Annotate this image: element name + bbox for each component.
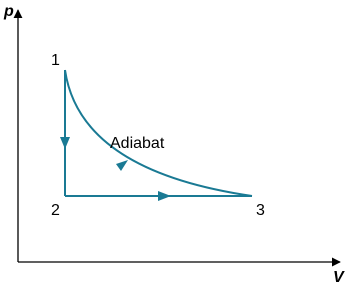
y-axis-label: p	[4, 3, 14, 20]
rightward-arrow	[158, 191, 171, 201]
adiabat-curve	[65, 70, 252, 196]
point-2-label: 2	[51, 202, 60, 219]
point-1-label: 1	[51, 52, 60, 69]
point-3-label: 3	[256, 202, 265, 219]
adiabat-label: Adiabat	[110, 135, 165, 152]
x-axis-label: V	[333, 269, 344, 286]
downward-arrow	[60, 137, 70, 149]
curve-arrow	[116, 160, 128, 171]
